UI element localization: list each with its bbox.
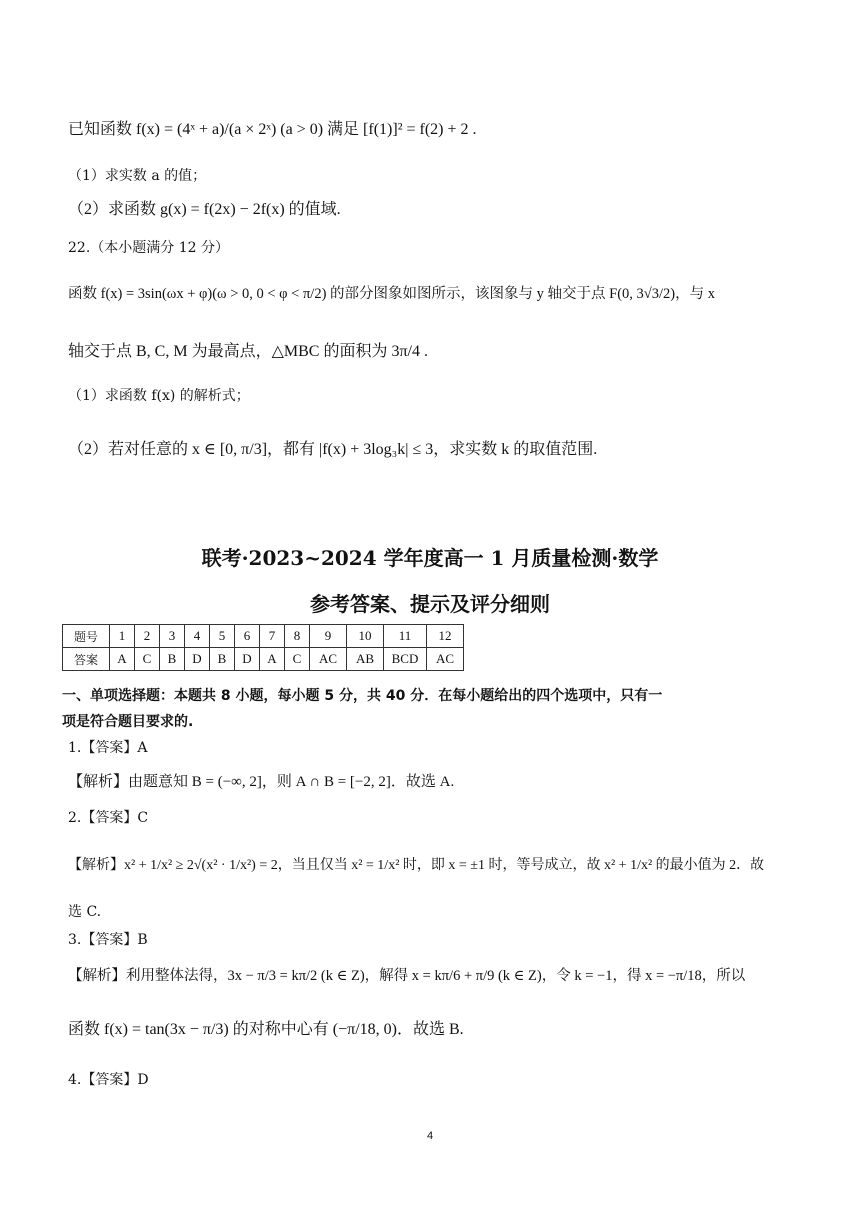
table-row-numbers [63,625,464,648]
table-cell: BCD [384,648,427,671]
section-heading-line2: 项是符合题目要求的. [62,714,194,730]
table-cell: AB [347,648,384,671]
table-cell: 6 [235,625,260,648]
row-label-number: 题号 [63,625,110,648]
s3-explanation-1: 【解析】利用整体法得，3x − π/3 = kπ/2 (k ∈ Z)，解得 x = kπ/6 + π/9 (k ∈ Z)，令 k = −1，得 x = −π/18，所以 [68,968,746,984]
s2-answer: 2.【答案】C [68,810,149,826]
s2-explanation-1: 【解析】x² + 1/x² ≥ 2√(x² · 1/x²) = 2，当且仅当 x² = 1/x² 时，即 x = ±1 时，等号成立，故 x² + 1/x² 的最小值为 2．故 [68,858,765,873]
table-cell: C [135,648,160,671]
s3-explanation-2: 函数 f(x) = tan(3x − π/3) 的对称中心有 (−π/18, 0)．故选 B. [68,1021,464,1038]
row-label-answer: 答案 [63,648,110,671]
s1-explanation: 【解析】由题意知 B = (−∞, 2]，则 A ∩ B = [−2, 2]．故选 A. [68,774,455,790]
answers-title: 联考·2023~2024 学年度高一 1 月质量检测·数学 [201,546,659,570]
table-cell: 2 [135,625,160,648]
section-heading-line1: 一、单项选择题：本题共 8 小题，每小题 5 分，共 40 分．在每小题给出的四个选项中，只有一 [62,688,663,704]
q22-stem-1: 函数 f(x) = 3sin(ωx + φ)(ω > 0, 0 < φ < π/2) 的部分图象如图所示，该图象与 y 轴交于点 F(0, 3√3/2)，与 x [68,286,715,302]
table-cell: 9 [310,625,347,648]
table-cell: 1 [110,625,135,648]
q22-header: 22.（本小题满分 12 分） [68,240,229,256]
table-cell: A [260,648,285,671]
q22-part2: （2）若对任意的 x ∈ [0, π/3]，都有 |f(x) + 3log₃k| ≤ 3，求实数 k 的取值范围. [68,441,598,458]
table-cell: 10 [347,625,384,648]
s3-answer: 3.【答案】B [68,932,148,948]
q21-part2: （2）求函数 g(x) = f(2x) − 2f(x) 的值域. [68,201,341,218]
table-cell: D [185,648,210,671]
table-cell: D [235,648,260,671]
s2-explanation-2: 选 C. [68,904,102,920]
table-cell: B [210,648,235,671]
table-cell: C [285,648,310,671]
table-cell: 7 [260,625,285,648]
q21-stem: 已知函数 f(x) = (4ˣ + a)/(a × 2ˣ) (a > 0) 满足 [f(1)]² = f(2) + 2 . [68,121,477,138]
q22-stem-2: 轴交于点 B, C, M 为最高点，△MBC 的面积为 3π/4 . [68,343,428,360]
q22-part1: （1）求函数 f(x) 的解析式； [68,388,250,404]
s4-answer: 4.【答案】D [68,1072,149,1088]
table-cell: 5 [210,625,235,648]
q21-part1: （1）求实数 a 的值； [68,168,207,184]
table-cell: AC [310,648,347,671]
answers-subtitle: 参考答案、提示及评分细则 [310,592,550,616]
answer-key-table [62,624,464,671]
page-number: 4 [426,1130,434,1142]
table-cell: A [110,648,135,671]
table-cell: 11 [384,625,427,648]
table-cell: 12 [427,625,464,648]
table-cell: B [160,648,185,671]
table-row-answers [63,648,464,671]
table-cell: 8 [285,625,310,648]
table-cell: AC [427,648,464,671]
table-cell: 3 [160,625,185,648]
table-cell: 4 [185,625,210,648]
s1-answer: 1.【答案】A [68,740,148,756]
